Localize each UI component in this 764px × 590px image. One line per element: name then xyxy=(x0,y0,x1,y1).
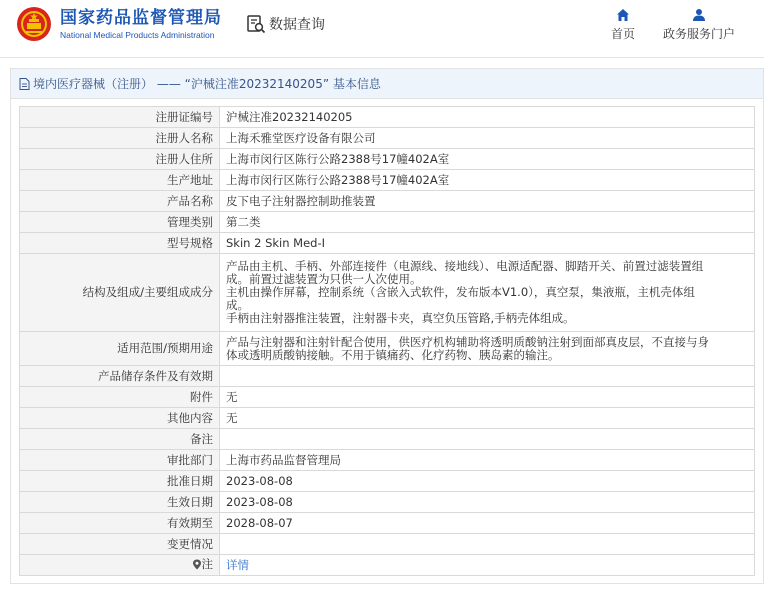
field-label xyxy=(20,555,220,576)
national-emblem-icon xyxy=(16,6,52,42)
value-line: 体或透明质酸钠接触。不用于镇痛药、化疗药物、胰岛素的输注。 xyxy=(226,347,560,362)
note-label: 注 xyxy=(201,556,213,571)
table-row xyxy=(20,471,755,492)
data-query-label: 数据查询 xyxy=(269,17,325,33)
nav-home[interactable] xyxy=(604,8,642,42)
logo-title-en: National Medical Products Administration xyxy=(60,29,215,40)
field-value: 2023-08-08 xyxy=(220,492,755,513)
detail-panel xyxy=(10,68,764,584)
table-row xyxy=(20,254,755,332)
value-line: 产品由主机、手柄、外部连接件（电源线、接地线）、电源适配器、脚踏开关、前置过滤装置组 xyxy=(226,259,704,273)
value-line: 手柄由注射器推注装置，注射器卡夹，真空负压管路,手柄壳体组成。 xyxy=(226,311,575,325)
field-label: 注册人住所 xyxy=(20,149,220,170)
logo-title-cn: 国家药品监督管理局 xyxy=(60,7,222,28)
table-row xyxy=(20,366,755,387)
nav-gov-portal[interactable] xyxy=(658,8,740,42)
field-label: 适用范围/预期用途 xyxy=(20,332,220,366)
table-row xyxy=(20,170,755,191)
field-value: 皮下电子注射器控制助推装置 xyxy=(220,191,755,212)
field-value: 沪械注准20232140205 xyxy=(220,107,755,128)
field-value: 2023-08-08 xyxy=(220,471,755,492)
site-logo[interactable] xyxy=(16,6,222,42)
table-row xyxy=(20,107,755,128)
value-line: 成。前置过滤装置为只供一人次使用。 xyxy=(226,272,422,286)
field-value: 上海市药品监督管理局 xyxy=(220,450,755,471)
site-header xyxy=(0,0,764,58)
nav-home-label: 首页 xyxy=(610,27,635,41)
field-value: 第二类 xyxy=(220,212,755,233)
field-value xyxy=(220,555,755,576)
field-label: 有效期至 xyxy=(20,513,220,534)
field-value: 无 xyxy=(220,408,755,429)
table-row xyxy=(20,332,755,366)
field-label: 注册证编号 xyxy=(20,107,220,128)
field-value: Skin 2 Skin Med-I xyxy=(220,233,755,254)
table-row xyxy=(20,233,755,254)
field-label: 变更情况 xyxy=(20,534,220,555)
field-label: 批准日期 xyxy=(20,471,220,492)
table-row xyxy=(20,128,755,149)
document-icon xyxy=(19,78,30,90)
table-row xyxy=(20,534,755,555)
table-row xyxy=(20,212,755,233)
table-row xyxy=(20,149,755,170)
home-icon xyxy=(616,8,630,22)
table-row xyxy=(20,408,755,429)
data-query-link[interactable] xyxy=(246,14,325,34)
table-row xyxy=(20,429,755,450)
field-value: 上海禾雅堂医疗设备有限公司 xyxy=(220,128,755,149)
pin-icon xyxy=(192,559,202,570)
table-row xyxy=(20,450,755,471)
value-line: 主机由操作屏幕，控制系统（含嵌入式软件，发布版本V1.0），真空泵，集液瓶，主机壳体组 xyxy=(226,285,695,299)
value-line: 成。 xyxy=(226,298,249,312)
field-label: 产品储存条件及有效期 xyxy=(20,366,220,387)
field-value xyxy=(220,332,755,366)
field-value: 无 xyxy=(220,387,755,408)
field-value: 2028-08-07 xyxy=(220,513,755,534)
panel-title-bar xyxy=(11,69,763,99)
field-label: 审批部门 xyxy=(20,450,220,471)
field-label: 管理类别 xyxy=(20,212,220,233)
field-value xyxy=(220,534,755,555)
data-query-icon xyxy=(246,14,266,34)
field-label: 型号规格 xyxy=(20,233,220,254)
field-label: 生产地址 xyxy=(20,170,220,191)
user-icon xyxy=(692,8,706,22)
nav-gov-label: 政务服务门户 xyxy=(662,27,735,41)
field-value xyxy=(220,429,755,450)
value-line: 产品与注射器和注射针配合使用，供医疗机构辅助将透明质酸钠注射到面部真皮层，不直接与身 xyxy=(226,334,709,349)
panel-title: 境内医疗器械（注册） —— “沪械注准20232140205” 基本信息 xyxy=(33,77,381,91)
field-label: 产品名称 xyxy=(20,191,220,212)
table-row xyxy=(20,191,755,212)
field-value: 上海市闵行区陈行公路2388号17幢402A室 xyxy=(220,170,755,191)
details-link[interactable]: 详情 xyxy=(226,557,249,572)
table-row xyxy=(20,492,755,513)
table-row xyxy=(20,387,755,408)
field-value xyxy=(220,254,755,332)
field-label: 生效日期 xyxy=(20,492,220,513)
field-value xyxy=(220,366,755,387)
table-row xyxy=(20,555,755,576)
field-value: 上海市闵行区陈行公路2388号17幢402A室 xyxy=(220,149,755,170)
field-label: 结构及组成/主要组成成分 xyxy=(20,254,220,332)
field-label: 附件 xyxy=(20,387,220,408)
table-row xyxy=(20,513,755,534)
field-label: 注册人名称 xyxy=(20,128,220,149)
field-label: 其他内容 xyxy=(20,408,220,429)
field-label: 备注 xyxy=(20,429,220,450)
info-table xyxy=(19,106,755,576)
